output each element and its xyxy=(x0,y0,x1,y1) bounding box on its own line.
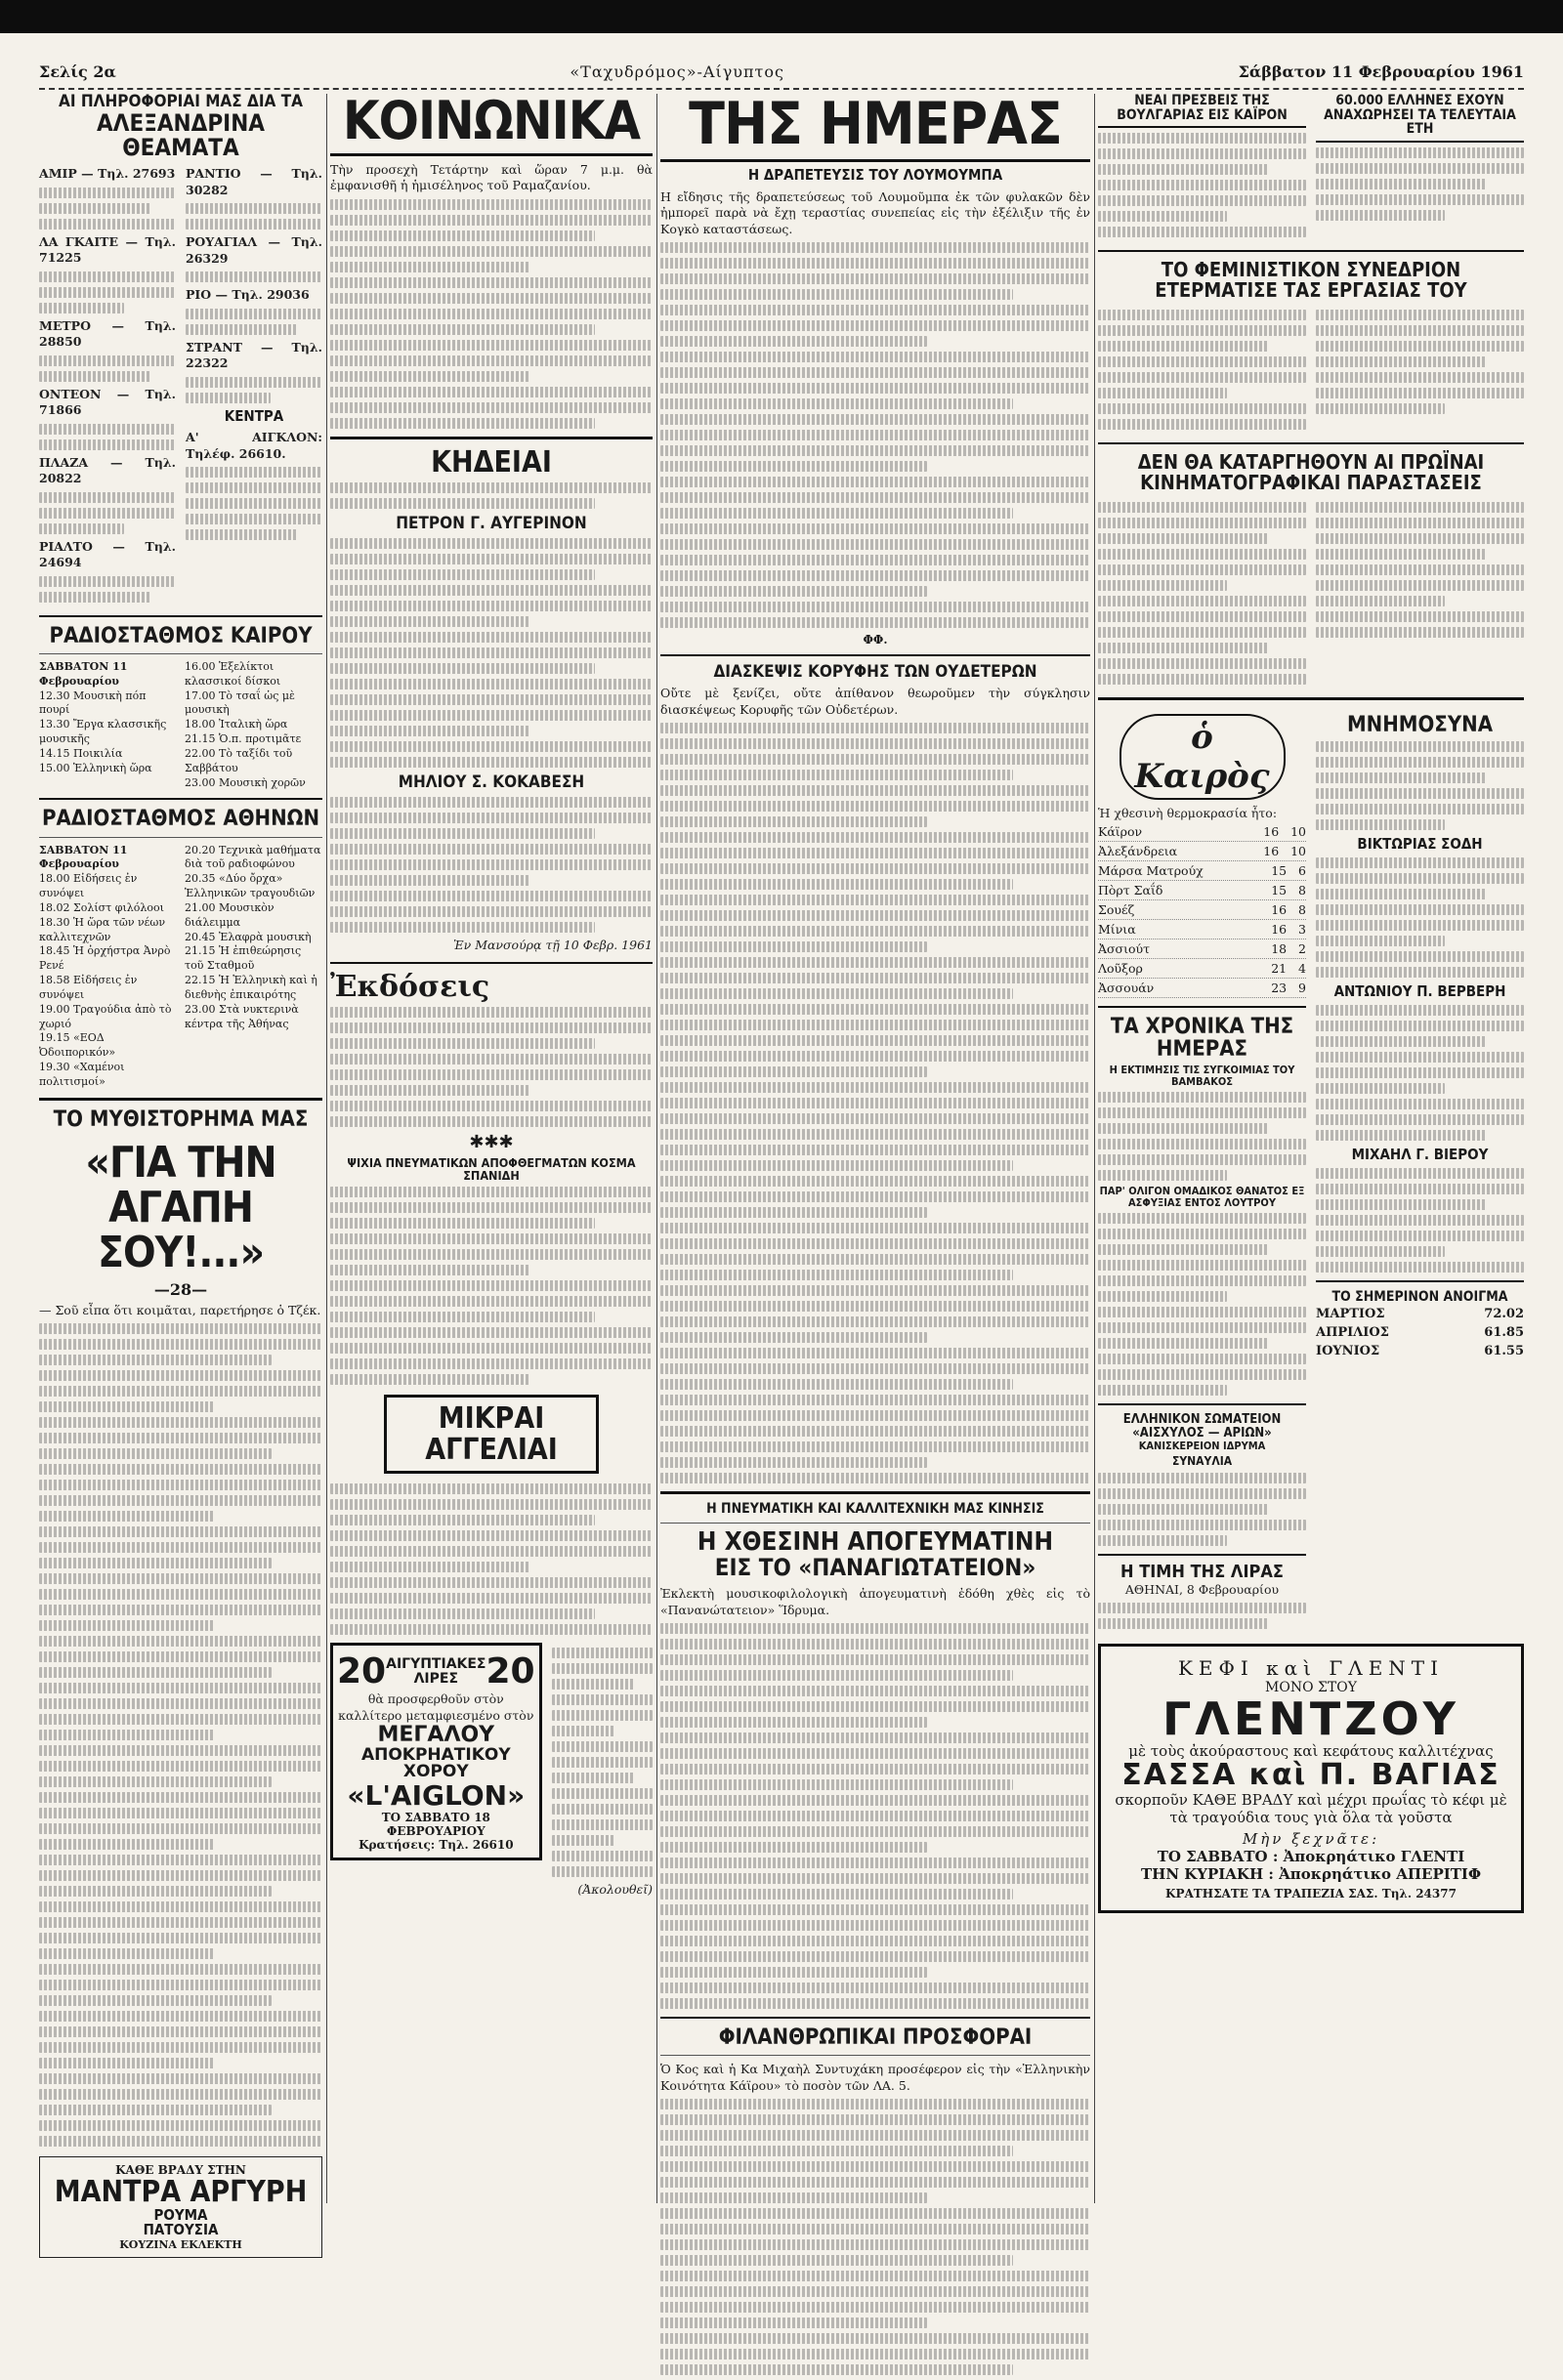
spirit-title: Η ΧΘΕΣΙΝΗ ΑΠΟΓΕΥΜΑΤΙΝΗ xyxy=(697,1526,1054,1557)
cinema-item: ΡΙΑΛΤΟ — Τηλ. 24694 xyxy=(39,538,176,570)
cotton-row: ΙΟΥΝΙΟΣ 61.55 xyxy=(1316,1344,1524,1359)
cinema-item: ΡΟΥΑΓΙΑΛ — Τηλ. 26329 xyxy=(186,234,322,266)
news-title: 60.000 ΕΛΛΗΝΕΣ ΕΧΟΥΝ ΑΝΑΧΩΡΗΣΕΙ ΤΑ ΤΕΛΕΥΤΑΙΑ ΕΤΗ xyxy=(1316,94,1524,143)
psyxia-title: ΨΙΧΙΑ ΠΝΕΥΜΑΤΙΚΩΝ ΑΠΟΦΘΕΓΜΑΤΩΝ ΚΟΣΜΑ ΣΠΑΝΙΔΗ xyxy=(347,1155,636,1184)
spirit-title: ΕΙΣ ΤΟ «ΠΑΝΑΓΙΩΤΑΤΕΙΟΝ» xyxy=(714,1554,1036,1582)
weather-row: Ἀσσιούτ 18 2 xyxy=(1098,939,1306,959)
society-meet: ΣΥΝΑΥΛΙΑ xyxy=(1171,1454,1233,1469)
neutral-first: Οὔτε μὲ ξενίζει, οὔτε ἀπίθανον θεωροῦμεν τὴν σύγκλησιν διασκέψεως Κορυφῆς τῶν Οὐδετέρων. xyxy=(660,686,1090,717)
charity-first: Ὁ Κος καὶ ἡ Κα Μιχαὴλ Συντυχάκη προσέφερον εἰς τὴν «Ἑλληνικὴν Κοινότητα Κάϊρου» τὸ ποσὸν τῶν ΛΑ. 5. xyxy=(660,2062,1090,2093)
spirit-first: Ἐκλεκτὴ μουσικοφιλολογικὴ ἀπογευματινὴ ἐδόθη χθὲς εἰς τὸ «Πανανώτατειον» Ἵδρυμα. xyxy=(660,1586,1090,1617)
cotton-table xyxy=(1316,1305,1524,1360)
radio-row: 12.30 Μουσικὴ πόπ πουρί xyxy=(39,689,147,717)
radio-row: 19.00 Τραγούδια ἀπὸ τὸ χωριό xyxy=(39,1002,172,1030)
funerals-title: ΚΗΔΕΙΑΙ xyxy=(431,444,552,480)
ad-line: ΚΡΑΤΗΣΑΤΕ ΤΑ ΤΡΑΠΕΖΙΑ ΣΑΣ. Τηλ. 24377 xyxy=(1165,1886,1457,1900)
ad-line: ΤΗΝ ΚΥΡΙΑΚΗ : Ἀποκρηάτικο ΑΠΕΡΙΤΙΦ xyxy=(1140,1864,1482,1883)
lumumba-title: Η ΔΡΑΠΕΤΕΥΣΙΣ ΤΟΥ ΛΟΥΜΟΥΜΠΑ xyxy=(747,166,1003,184)
radio-row: 13.30 Ἔργα κλασσικῆς μουσικῆς xyxy=(39,718,167,746)
funeral-name: ΠΕΤΡΟΝ Γ. ΑΥΓΕΡΙΝΟΝ xyxy=(396,514,587,534)
prize-label: ΑΙΓΥΠΤΙΑΚΕΣ ΛΙΡΕΣ xyxy=(386,1655,486,1687)
mantra-title: ΜΑΝΤΡΑ ΑΡΓΥΡΗ xyxy=(54,2175,308,2209)
mantra-line: ΚΑΘΕ ΒΡΑΔΥ ΣΤΗΝ xyxy=(115,2163,246,2177)
cinema-item: ΠΛΑΖΑ — Τηλ. 20822 xyxy=(39,454,176,486)
radio-row: 23.00 Στὰ νυκτερινὰ κέντρα τῆς Ἀθήνας xyxy=(185,1002,299,1030)
column-3 xyxy=(660,90,1090,2380)
memorial-name: ΒΙΚΤΩΡΙΑΣ ΣΟΔΗ xyxy=(1357,835,1483,854)
mantra-line: ΠΑΤΟΥΣΙΑ xyxy=(143,2221,219,2239)
weather-row: Μάρσα Ματρούχ 15 6 xyxy=(1098,861,1306,881)
lira-title: Η ΤΙΜΗ ΤΗΣ ΛΙΡΑΣ xyxy=(1120,1561,1284,1582)
radio-row: 18.00 Εἰδήσεις ἐν συνόψει xyxy=(39,872,138,900)
social-title: ΚΟΙΝΩΝΙΚΑ xyxy=(330,94,653,156)
spirit-banner: Η ΠΝΕΥΜΑΤΙΚΗ ΚΑΙ ΚΑΛΛΙΤΕΧΝΙΚΗ ΜΑΣ ΚΙΝΗΣΙΣ xyxy=(706,1501,1044,1518)
radio-row: 19.15 «ΕΟΔ Ὀδοιπορικόν» xyxy=(39,1031,116,1060)
aiglon-big: «L'AIGLON» xyxy=(347,1779,526,1813)
radio-row: 21.15 Ἡ ἐπιθεώρησις τοῦ Σταθμοῦ xyxy=(185,944,302,973)
cinema-item: ΣΤΡΑΝΤ — Τηλ. 22322 xyxy=(186,339,322,371)
novel-section-title: ΤΟ ΜΥΘΙΣΤΟΡΗΜΑ ΜΑΣ xyxy=(53,1106,309,1132)
radio-row: 20.35 «Δύο ὄρχα» Ἑλληνικῶν τραγουδιῶν xyxy=(185,872,316,900)
cinema-listings xyxy=(39,166,322,607)
ad-line: σκορποῦν ΚΑΘΕ ΒΡΑΔΥ καὶ μέχρι πρωΐας τὸ κέφι μὲ τὰ τραγούδια τους γιὰ ὅλα τὰ γοῦστα xyxy=(1115,1790,1507,1826)
ad-line: ΚΕΦΙ καὶ ΓΛΕΝΤΙ xyxy=(1177,1656,1445,1681)
column-rule xyxy=(326,94,327,2203)
radio-athens-schedule xyxy=(39,844,322,1090)
radio-date: ΣΑΒΒΑΤΟΝ 11 Φεβρουαρίου xyxy=(39,843,128,871)
memorial-name: ΜΙΧΑΗΛ Γ. ΒΙΕΡΟΥ xyxy=(1351,1146,1489,1164)
weather-table xyxy=(1098,822,1306,998)
news-title: ΝΕΑΙ ΠΡΕΣΒΕΙΣ ΤΗΣ ΒΟΥΛΓΑΡΙΑΣ ΕΙΣ ΚΑΪΡΟΝ xyxy=(1098,94,1306,128)
weather-row: Λοῦξορ 21 4 xyxy=(1098,959,1306,979)
weather-row: Ἀσσουάν 23 9 xyxy=(1098,979,1306,998)
cinema-item: ΡΑΝΤΙΟ — Τηλ. 30282 xyxy=(186,166,322,197)
small-ads-title: ΜΙΚΡΑΙ ΑΓΓΕΛΙΑΙ xyxy=(384,1395,599,1474)
radio-row: 21.15 Ὁ.π. προτιμᾶτε xyxy=(185,732,302,746)
weather-row: Πὸρτ Σαΐδ 15 8 xyxy=(1098,881,1306,900)
weather-row: Ἀλεξάνδρεια 16 10 xyxy=(1098,842,1306,861)
cotton-title: ΤΟ ΣΗΜΕΡΙΝΟΝ ΑΝΟΙΓΜΑ xyxy=(1331,1289,1508,1306)
weather-row: Μίνια 16 3 xyxy=(1098,920,1306,939)
radio-row: 17.00 Τὸ τσαΐ ὡς μὲ μουσικὴ xyxy=(185,689,295,717)
aiglon-tel: Κρατήσεις: Τηλ. 26610 xyxy=(359,1837,514,1852)
prize-number: 20 xyxy=(337,1651,387,1692)
issue-date: Σάββατον 11 Φεβρουαρίου 1961 xyxy=(1238,62,1524,81)
aiglon-text: θὰ προσφερθοῦν στὸν καλλίτερο μεταμφιεσμένο στὸν xyxy=(338,1691,534,1723)
radio-row: 18.58 Εἰδήσεις ἐν συνόψει xyxy=(39,974,138,1001)
mantra-line: ΚΟΥΖΙΝΑ ΕΚΛΕΚΤΗ xyxy=(119,2238,242,2251)
radio-cairo-title: ΡΑΔΙΟΣΤΑΘΜΟΣ ΚΑΙΡΟΥ xyxy=(49,623,313,648)
aiglon-line: Α' ΑΙΓΚΛΟΝ: Τηλέφ. 26610. xyxy=(186,430,322,461)
radio-row: 22.00 Τὸ ταξίδι τοῦ Σαββάτου xyxy=(185,746,293,774)
radio-row: 16.00 Ἑξελίκτοι κλασσικοί δίσκοι xyxy=(185,659,281,688)
ad-line: μὲ τοὺς ἀκούραστους καὶ κεφάτους καλλιτέχνας xyxy=(1128,1742,1494,1761)
funeral-date: Ἐν Μανσούρᾳ τῇ 10 Φεβρ. 1961 xyxy=(452,938,653,953)
mantra-ad xyxy=(39,2156,322,2258)
radio-row: 14.15 Ποικιλία xyxy=(39,746,123,760)
novel-headline: «ΓΙΑ ΤΗΝ ΑΓΑΠΗ ΣΟΥ!...» xyxy=(85,1137,276,1278)
memorial-title: ΜΝΗΜΟΣΥΝΑ xyxy=(1346,713,1494,738)
day-title: ΤΗΣ ΗΜΕΡΑΣ xyxy=(660,94,1090,162)
prize-number: 20 xyxy=(486,1651,535,1692)
radio-row: 18.02 Σολίστ φιλόλοοι xyxy=(39,900,164,914)
aiglon-big: ΑΠΟΚΡΗΑΤΙΚΟΥ ΧΟΡΟΥ xyxy=(360,1744,511,1782)
neutral-title: ΔΙΑΣΚΕΨΙΣ ΚΟΡΥΦΗΣ ΤΩΝ ΟΥΔΕΤΕΡΩΝ xyxy=(713,662,1037,683)
glentzou-ad xyxy=(1098,1644,1524,1913)
novel-chapter: —28— xyxy=(153,1279,208,1299)
society-sub: ΚΑΝΙΣΚΕΡΕΙΟΝ ΙΔΡΥΜΑ xyxy=(1138,1439,1266,1452)
column-1 xyxy=(39,94,322,2266)
cotton-row: ΑΠΡΙΛΙΟΣ 61.85 xyxy=(1316,1325,1524,1341)
aiglon-big: ΜΕΓΑΛΟΥ xyxy=(377,1723,495,1748)
editions-title: Ἐκδόσεις xyxy=(330,969,490,1004)
fem-title: ΤΟ ΦΕΜΙΝΙΣΤΙΚΟΝ ΣΥΝΕΔΡΙΟΝ ΕΤΕΡΜΑΤΙΣΕ ΤΑΣ ΕΡΓΑΣΙΑΣ ΤΟΥ xyxy=(1155,258,1467,303)
column-rule xyxy=(1094,94,1095,2203)
radio-row: 22.15 Ἡ Ἑλληνικὴ καὶ ἡ διεθνὴς ἐπικαιρότης xyxy=(185,974,317,1001)
funeral-name: ΜΗΛΙΟΥ Σ. ΚΟΚΑΒΕΣΗ xyxy=(398,772,585,793)
radio-row: 20.20 Τεχνικὰ μαθήματα διὰ τοῦ ραδιοφώνου xyxy=(185,843,321,871)
lumumba-sign: ΦΦ. xyxy=(863,633,888,647)
chronicles-title: ΤΑ ΧΡΟΝΙΚΑ ΤΗΣ ΗΜΕΡΑΣ xyxy=(1110,1014,1294,1062)
info-subtitle: ΑΛΕΞΑΝΔΡΙΝΑ ΘΕΑΜΑΤΑ xyxy=(97,108,265,162)
mantra-line: ΡΟΥΜΑ xyxy=(153,2205,208,2224)
chronicles-sub: Η ΕΚΤΙΜΗΣΙΣ ΤΙΣ ΣΥΓΚΟΙΜΙΑΣ ΤΟΥ ΒΑΜΒΑΚΟΣ xyxy=(1109,1064,1295,1088)
radio-row: 19.30 «Χαμένοι πολιτισμοί» xyxy=(39,1061,125,1088)
ad-line: ΜΟΝΟ ΣΤΟΥ xyxy=(1265,1680,1357,1696)
weather-title: ὁ Καιρὸς xyxy=(1119,714,1286,800)
novel-continues: (Ἀκολουθεῖ) xyxy=(577,1882,653,1898)
charity-title: ΦΙΛΑΝΘΡΩΠΙΚΑΙ ΠΡΟΣΦΟΡΑΙ xyxy=(718,2025,1033,2051)
radio-row: 18.45 Ἡ ὀρχήστρα Ἀνρὸ Ρενέ xyxy=(39,944,171,973)
lira-text: ΑΘΗΝΑΙ, 8 Φεβρουαρίου xyxy=(1124,1581,1280,1597)
ad-line: ΤΟ ΣΑΒΒΑΤΟ : Ἀποκρηάτικο ΓΛΕΝΤΙ xyxy=(1157,1847,1465,1865)
kentra-heading: ΚΕΝΤΡΑ xyxy=(224,406,284,425)
weather-intro: Ἡ χθεσινὴ θερμοκρασία ἦτο: xyxy=(1098,806,1278,821)
cotton-row: ΜΑΡΤΙΟΣ 72.02 xyxy=(1316,1307,1524,1322)
radio-cairo-schedule xyxy=(39,660,322,791)
weather-row: Κάϊρον 16 10 xyxy=(1098,822,1306,842)
cinema-item: ΑΜΙΡ — Τηλ. 27693 xyxy=(39,166,176,182)
column-4 xyxy=(1098,94,1524,1913)
novel-first-line: — Σοῦ εἶπα ὅτι κοιμᾶται, παρετήρησε ὁ Τζέκ. xyxy=(39,1302,321,1317)
cinema-item: ΜΕΤΡΟ — Τηλ. 28850 xyxy=(39,317,176,350)
page-number: Σελίς 2α xyxy=(39,62,116,81)
ad-big: ΓΛΕΝΤΖΟΥ xyxy=(1162,1692,1459,1746)
ad-line: Μὴν ξεχνᾶτε: xyxy=(1242,1829,1380,1848)
radio-row: 21.00 Μουσικὸν διάλειμμα xyxy=(185,900,275,929)
weather-row: Σουέζ 16 8 xyxy=(1098,900,1306,920)
cinema-item: ΛΑ ΓΚΑΙΤΕ — Τηλ. 71225 xyxy=(39,233,176,266)
cinema-title: ΔΕΝ ΘΑ ΚΑΤΑΡΓΗΘΟΥΝ ΑΙ ΠΡΩΪΝΑΙ ΚΙΝΗΜΑΤΟΓΡΑΦΙΚΑΙ ΠΑΡΑΣΤΑΣΕΙΣ xyxy=(1137,450,1485,495)
society-title: ΕΛΛΗΝΙΚΟΝ ΣΩΜΑΤΕΙΟΝ «ΑΙΣΧΥΛΟΣ — ΑΡΙΩΝ» xyxy=(1122,1412,1282,1441)
info-title: ΑΙ ΠΛΗΡΟΦΟΡΙΑΙ ΜΑΣ ΔΙΑ ΤΑ xyxy=(58,92,303,111)
cinema-item: ΡΙΟ — Τηλ. 29036 xyxy=(186,287,310,303)
radio-row: 18.00 Ἰταλικὴ ὥρα xyxy=(185,718,288,731)
column-rule xyxy=(656,94,657,2203)
radio-date: ΣΑΒΒΑΤΟΝ 11 Φεβρουαρίου xyxy=(39,659,128,688)
radio-row: 18.30 Ἡ ὥρα τῶν νέων καλλιτεχνῶν xyxy=(39,915,166,943)
column-2: ΚΟΙΝΩΝΙΚΑ Τὴν προσεχὴ Τετάρτην καὶ ὥραν 7 μ.μ. θὰ ἐμφανισθῆ ἡ ἡμισέληνος τοῦ Ραμαζανίου. ΚΗΔΕΙΑΙ ΠΕΤΡΟΝ Γ. ΑΥΓΕΡΙΝΟΝ ΜΗΛΙΟΥ Σ. ΚΟΚΑΒΕΣΗ Ἐν Μανσούρᾳ τῇ 10 Φεβρ. 1961 Ἐκδόσεις ✱✱✱ ΨΙΧΙΑ ΠΝΕΥΜΑΤΙΚΩΝ ΑΠΟΦΘΕΓΜΑΤΩΝ ΚΟΣΜΑ ΣΠΑΝΙΔΗ ΜΙΚΡΑΙ ΑΓΓΕΛΙΑΙ 20 ΑΙΓΥΠΤΙΑΚΕΣ ΛΙΡΕΣ 20 θὰ προσφερθοῦν στὸν καλλίτερο μεταμφιεσμένο στὸν ΜΕΓΑΛΟΥ ΑΠΟΚΡΗΑΤΙΚΟΥ ΧΟΡΟΥ «L'AIGLON» ΤΟ ΣΑΒΒΑΤΟ 18 ΦΕΒΡΟΥΑΡΙΟΥ Κρατήσεις: Τηλ. 26610 (Ἀκολουθεῖ) xyxy=(330,90,653,1898)
accident-title: ΠΑΡ' ΟΛΙΓΟΝ ΟΜΑΔΙΚΟΣ ΘΑΝΑΤΟΣ ΕΞ ΑΣΦΥΞΙΑΣ ΕΝΤΟΣ ΛΟΥΤΡΟΥ xyxy=(1099,1185,1305,1209)
aiglon-ad xyxy=(330,1643,542,1859)
cinema-item: ΟΝΤΕΟΝ — Τηλ. 71866 xyxy=(39,386,176,418)
ad-names: ΣΑΣΣΑ καὶ Π. ΒΑΓΙΑΣ xyxy=(1121,1758,1500,1793)
radio-row: 20.45 Ἐλαφρὰ μουσικὴ xyxy=(185,930,312,943)
memorial-name: ΑΝΤΩΝΙΟΥ Π. ΒΕΡΒΕΡΗ xyxy=(1333,982,1506,1001)
aiglon-when: ΤΟ ΣΑΒΒΑΤΟ 18 ΦΕΒΡΟΥΑΡΙΟΥ xyxy=(381,1810,490,1838)
social-first: Τὴν προσεχὴ Τετάρτην καὶ ὥραν 7 μ.μ. θὰ ἐμφανισθῆ ἡ ἡμισέληνος τοῦ Ραμαζανίου. xyxy=(330,161,653,193)
radio-row: 23.00 Μουσικὴ χορῶν xyxy=(185,775,306,789)
lumumba-first: Η εἴδησις τῆς δραπετεύσεως τοῦ Λουμοῦμπα ἐκ τῶν φυλακῶν δὲν ἠμπορεῖ παρὰ νὰ ἔχῃ τεραστίας συνεπείας εἰς τὴν ἐξέλιξιν τῆς ἐν Κογκὸ καταστάσεως. xyxy=(660,188,1090,236)
radio-athens-title: ΡΑΔΙΟΣΤΑΘΜΟΣ ΑΘΗΝΩΝ xyxy=(41,807,320,832)
page-header xyxy=(39,55,1524,90)
masthead: «Ταχυδρόμος»-Αίγυπτος xyxy=(570,62,784,81)
top-black-bar xyxy=(0,0,1563,33)
radio-row: 15.00 Ἑλληνικὴ ὥρα xyxy=(39,761,152,774)
